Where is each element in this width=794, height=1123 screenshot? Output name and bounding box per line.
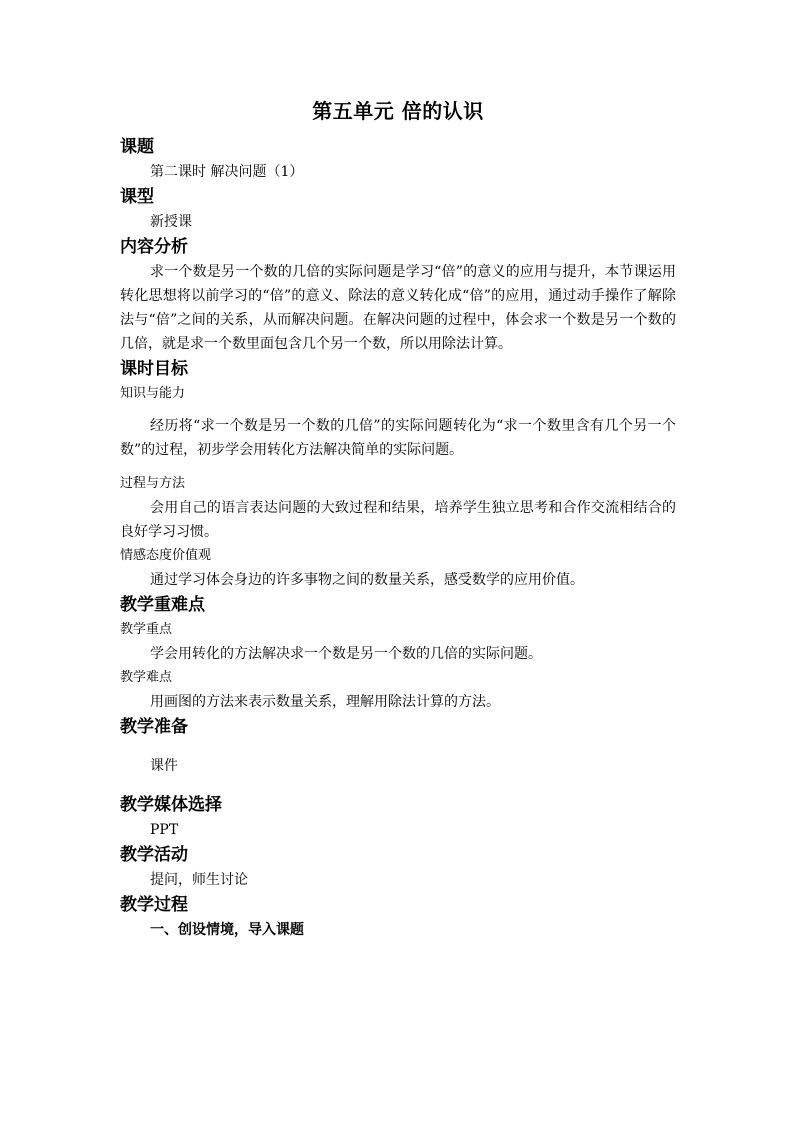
document-title: 第五单元 倍的认识 (312, 99, 484, 123)
objective-knowledge-text: 经历将“求一个数是另一个数的几倍”的实际问题转化为“求一个数里含有几个另一个数”的过程，初步学会用转化方法解决简单的实际问题。 (120, 418, 676, 458)
objective-knowledge-label: 知识与能力 (120, 386, 186, 401)
key-point-label: 教学重点 (120, 622, 173, 637)
objective-emotion-text: 通过学习体会身边的许多事物之间的数量关系，感受数学的应用价值。 (150, 572, 584, 588)
heading-preparation: 教学准备 (120, 717, 188, 737)
heading-topic: 课题 (120, 137, 154, 157)
heading-teaching-process: 教学过程 (120, 895, 188, 915)
difficult-point-text: 用画图的方法来表示数量关系，理解用除法计算的方法。 (150, 694, 500, 710)
heading-key-points: 教学重难点 (120, 595, 205, 615)
key-point-text: 学会用转化的方法解决求一个数是另一个数的几倍的实际问题。 (150, 646, 542, 662)
preparation-text: 课件 (150, 758, 178, 774)
heading-lesson-type: 课型 (120, 187, 154, 207)
process-step-1: 一、创设情境，导入课题 (150, 922, 304, 938)
heading-objectives: 课时目标 (120, 359, 188, 379)
activity-text: 提问，师生讨论 (150, 872, 248, 888)
lesson-type-text: 新授课 (150, 214, 192, 230)
topic-text: 第二课时 解决问题（1） (150, 164, 304, 180)
difficult-point-label: 教学难点 (120, 670, 173, 685)
content-analysis-text: 求一个数是另一个数的几倍的实际问题是学习“倍”的意义的应用与提升，本节课运用转化思想将以前学习的“倍”的意义、除法的意义转化成“倍”的应用，通过动手操作了解除法与“倍”之间的关系，从而解决问题。在解决问题的过程中，体会求一个数是另一个数的几倍，就是求一个数里面包含几个另一个数，所以用除法计算。 (120, 264, 676, 352)
heading-content-analysis: 内容分析 (120, 237, 188, 257)
objective-process-label: 过程与方法 (120, 476, 186, 491)
heading-media: 教学媒体选择 (120, 795, 222, 815)
media-text: PPT (150, 822, 179, 838)
heading-activity: 教学活动 (120, 845, 188, 865)
document-page (120, 96, 676, 942)
objective-emotion-label: 情感态度价值观 (120, 548, 212, 563)
objective-process-text: 会用自己的语言表达问题的大致过程和结果，培养学生独立思考和合作交流相结合的良好学习习惯。 (120, 500, 676, 540)
